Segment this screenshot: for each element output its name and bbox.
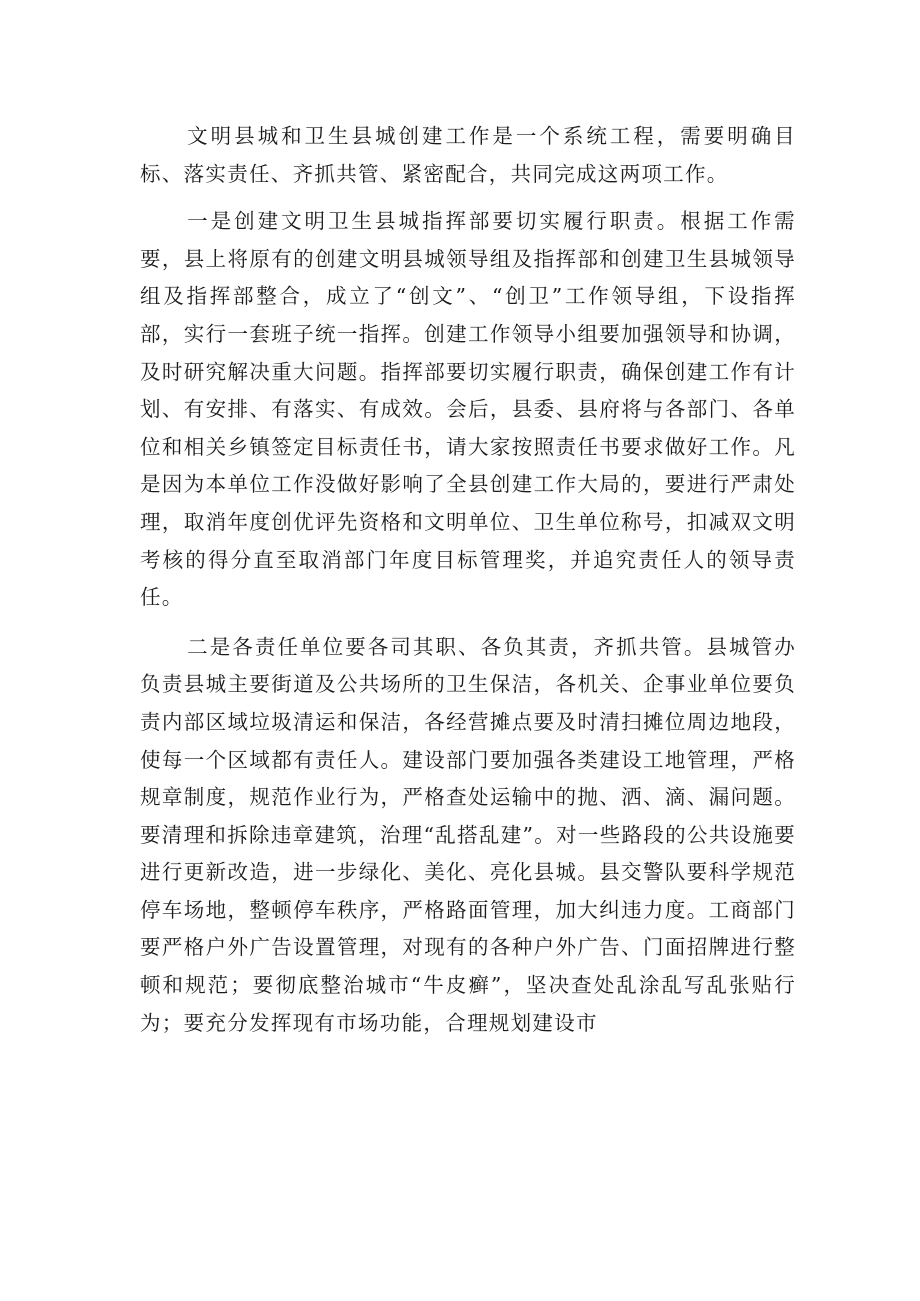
paragraph-command-responsibility: 一是创建文明卫生县城指挥部要切实履行职责。根据工作需要，县上将原有的创建文明县城领导组及指挥部和创建卫生县城领导组及指挥部整合，成立了“创文”、“创卫”工作领导组，下设指挥部，实行一套班子统一指挥。创建工作领导小组要加强领导和协调，及时研究解决重大问题。指挥部要切实履行职责，确保创建工作有计划、有安排、有落实、有成效。会后，县委、县府将与各部门、各单位和相关乡镇签定目标责任书，请大家按照责任书要求做好工作。凡是因为本单位工作没做好影响了全县创建工作大局的，要进行严肃处理，取消年度创优评先资格和文明单位、卫生单位称号，扣减双文明考核的得分直至取消部门年度目标管理奖，并追究责任人的领导责任。: [140, 209, 796, 610]
document-body: [140, 118, 796, 1052]
paragraph-unit-duties: 二是各责任单位要各司其职、各负其责，齐抓共管。县城管办负责县城主要街道及公共场所的卫生保洁，各机关、企事业单位要负责内部区域垃圾清运和保洁，各经营摊点要及时清扫摊位周边地段，使每一个区域都有责任人。建设部门要加强各类建设工地管理，严格规章制度，规范作业行为，严格查处运输中的抛、洒、滴、漏问题。要清理和拆除违章建筑，治理“乱搭乱建”。对一些路段的公共设施要进行更新改造，进一步绿化、美化、亮化县城。县交警队要科学规范停车场地，整顿停车秩序，严格路面管理，加大纠违力度。工商部门要严格户外广告设置管理，对现有的各种户外广告、门面招牌进行整顿和规范；要彻底整治城市“牛皮癣”，坚决查处乱涂乱写乱张贴行为；要充分发挥现有市场功能，合理规划建设市: [140, 634, 796, 1035]
paragraph-intro: 文明县城和卫生县城创建工作是一个系统工程，需要明确目标、落实责任、齐抓共管、紧密配合，共同完成这两项工作。: [140, 124, 796, 186]
